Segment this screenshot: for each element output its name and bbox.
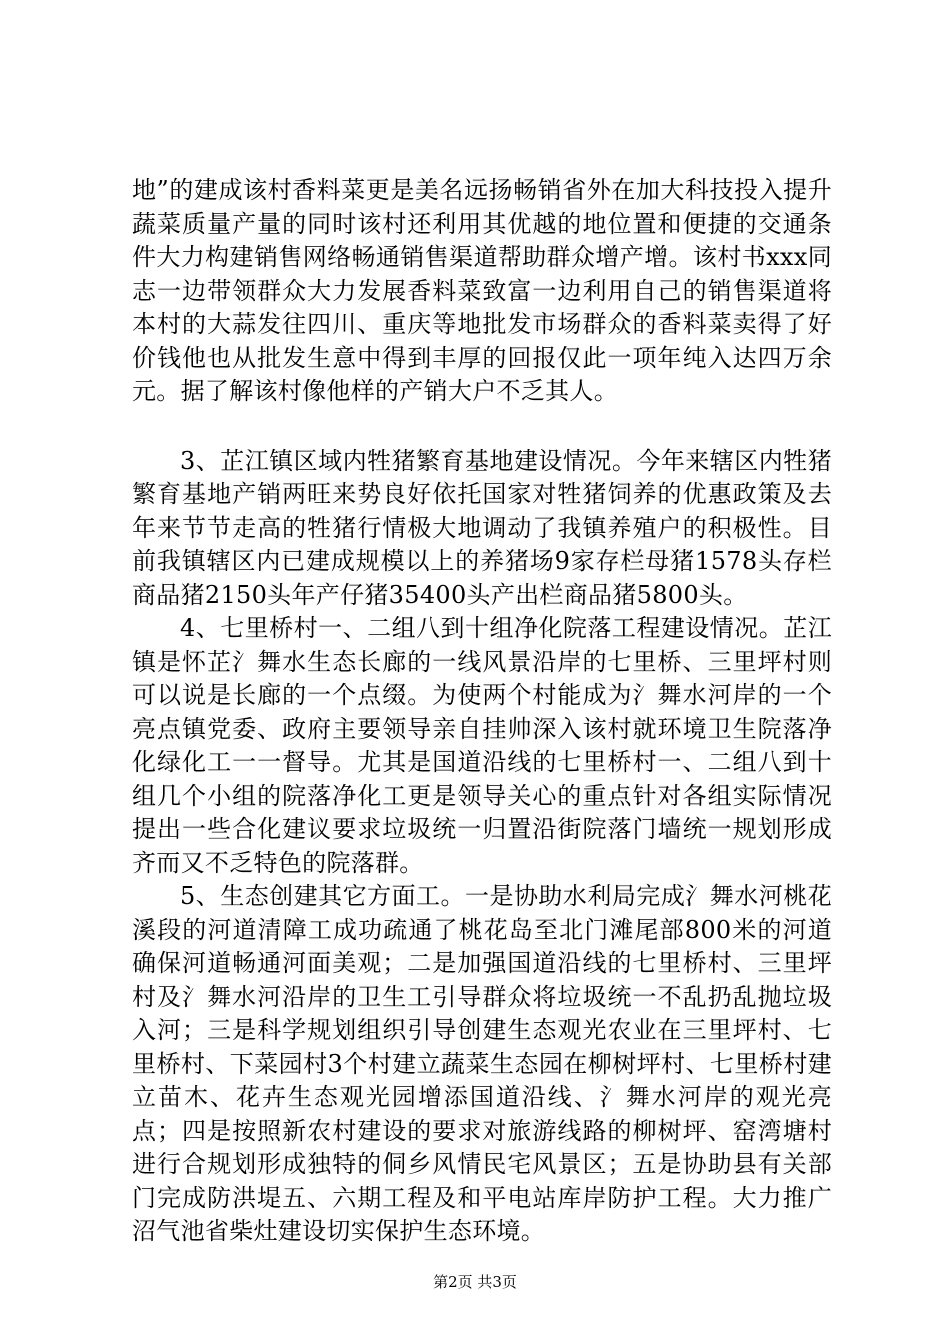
- document-body: [132, 174, 832, 1249]
- paragraph-courtyard-project: 4、七里桥村一、二组八到十组净化院落工程建设情况。芷江镇是怀芷氵舞水生态长廊的一线风景沿岸的七里桥、三里坪村则可以说是长廊的一个点缀。为使两个村能成为氵舞水河岸的一个亮点镇党委、政府主要领导亲自挂帅深入该村就环境卫生院落净化绿化工一一督导。尤其是国道沿线的七里桥村一、二组八到十组几个小组的院落净化工更是领导关心的重点针对各组实际情况提出一些合化建议要求垃圾统一归置沿街院落门墙统一规划形成齐而又不乏特色的院落群。: [132, 614, 832, 877]
- paragraph-pig-breeding: 3、芷江镇区域内牲猪繁育基地建设情况。今年来辖区内牲猪繁育基地产销两旺来势良好依托国家对牲猪饲养的优惠政策及去年来节节走高的牲猪行情极大地调动了我镇养殖户的积极性。目前我镇辖区内已建成规模以上的养猪场9家存栏母猪1578头存栏商品猪2150头年产仔猪35400头产出栏商品猪5800头。: [132, 446, 832, 609]
- paragraph-gap: [132, 409, 832, 445]
- page-footer: 第2页 共3页: [433, 1273, 517, 1291]
- paragraph-ecology-work: 5、生态创建其它方面工。一是协助水利局完成氵舞水河桃花溪段的河道清障工成功疏通了桃花岛至北门滩尾部800米的河道确保河道畅通河面美观；二是加强国道沿线的七里桥村、三里坪村及氵舞水河沿岸的卫生工引导群众将垃圾统一不乱扔乱抛垃圾入河；三是科学规划组织引导创建生态观光农业在三里坪村、七里桥村、下菜园村3个村建立蔬菜生态园在柳树坪村、七里桥村建立苗木、花卉生态观光园增添国道沿线、氵舞水河岸的观光亮点；四是按照新农村建设的要求对旅游线路的柳树坪、窑湾塘村进行合规划形成独特的侗乡风情民宅风景区；五是协助县有关部门完成防洪堤五、六期工程及和平电站库岸防护工程。大力推广沼气池省柴灶建设切实保护生态环境。: [132, 882, 832, 1245]
- paragraph-continuation: 地”的建成该村香料菜更是美名远扬畅销省外在加大科技投入提升蔬菜质量产量的同时该村还利用其优越的地位置和便捷的交通条件大力构建销售网络畅通销售渠道帮助群众增产增。该村书xxx同志一边带领群众大力发展香料菜致富一边利用自己的销售渠道将本村的大蒜发往四川、重庆等地批发市场群众的香料菜卖得了好价钱他也从批发生意中得到丰厚的回报仅此一项年纯入达四万余元。据了解该村像他样的产销大户不乏其人。: [132, 176, 832, 405]
